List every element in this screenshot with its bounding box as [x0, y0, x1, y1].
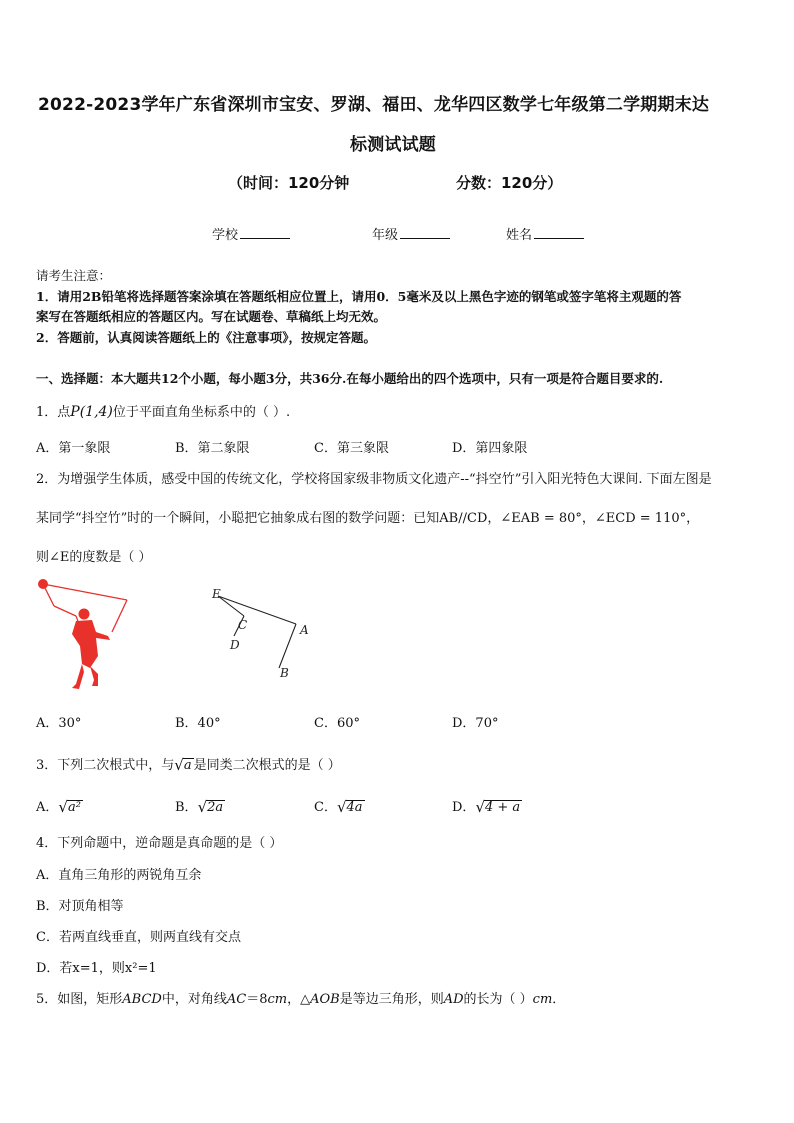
q3-prefix: 3．下列二次根式中，与 — [36, 758, 175, 773]
q5-seg: AD — [443, 992, 464, 1007]
label-A: A — [300, 623, 309, 637]
q5-text-d: ，△ — [287, 992, 311, 1007]
exam-time: （时间：120分钟 — [228, 174, 350, 192]
q1-prefix: 1．点 — [36, 405, 71, 420]
q4-option-a[interactable]: A．直角三角形的两锐角互余 — [36, 868, 202, 883]
exam-title-line1: 2022-2023学年广东省深圳市宝安、罗湖、福田、龙华四区数学七年级第二学期期末达 — [38, 95, 710, 115]
q1-option-c[interactable]: C．第三象限 — [314, 441, 389, 456]
section1-heading: 一、选择题：本大题共12个小题，每小题3分，共36分.在每小题给出的四个选项中，只有一项是符合题目要求的. — [36, 371, 664, 386]
label-D: D — [230, 638, 240, 652]
label-C: C — [238, 618, 248, 632]
line-AB — [279, 624, 296, 668]
line-EC — [218, 596, 244, 616]
notice-item1-line1: 1．请用2B铅笔将选择题答案涂填在答题纸相应位置上，请用0．5毫米及以上黑色字迹的钢笔或签字笔将主观题的答 — [36, 289, 682, 304]
q3-option-b[interactable] — [175, 796, 225, 816]
q2-option-d[interactable]: D．70° — [452, 716, 499, 731]
q1-point: P(1,4) — [70, 404, 113, 420]
q4-option-c[interactable]: C．若两直线垂直，则两直线有交点 — [36, 930, 241, 945]
label-B: B — [280, 666, 289, 680]
q2-stem-line2: 某同学“抖空竹”时的一个瞬间，小聪把它抽象成右图的数学问题：已知AB//CD，∠EAB = 80°，∠ECD = 110°， — [36, 511, 700, 526]
label-E: E — [212, 587, 221, 601]
q2-stem-line3: 则∠E的度数是（ ） — [36, 550, 152, 565]
q5-unit1: cm — [267, 992, 288, 1007]
q5-tri: AOB — [310, 992, 340, 1007]
q1-option-b[interactable]: B．第二象限 — [175, 441, 250, 456]
q3-option-d[interactable] — [452, 796, 522, 816]
q5-text-b: 中，对角线 — [161, 992, 227, 1007]
q3-option-b-letter: B． — [175, 800, 198, 815]
name-field — [506, 224, 584, 243]
name-label: 姓名 — [506, 228, 533, 243]
q5-diag: AC — [226, 992, 247, 1007]
q4-option-b[interactable]: B．对顶角相等 — [36, 899, 124, 914]
q3-option-a[interactable] — [36, 796, 83, 816]
school-blank[interactable] — [240, 226, 290, 239]
notice-heading: 请考生注意： — [36, 268, 112, 283]
q2-option-b[interactable]: B．40° — [175, 716, 221, 731]
q3-option-a-radicand: a² — [67, 800, 81, 815]
q3-option-c[interactable] — [314, 796, 365, 816]
q1-suffix: 位于平面直角坐标系中的（ ）. — [112, 405, 291, 420]
q1-option-a[interactable]: A．第一象限 — [36, 441, 111, 456]
q4-option-d[interactable]: D．若x=1，则x²=1 — [36, 961, 157, 976]
q5-text-f: 的长为（ ） — [463, 992, 533, 1007]
q3-suffix: 是同类二次根式的是（ ） — [193, 758, 341, 773]
school-label: 学校 — [212, 228, 239, 243]
name-blank[interactable] — [534, 226, 584, 239]
q5-text-e: 是等边三角形，则 — [339, 992, 444, 1007]
q3-option-b-radicand: 2a — [207, 800, 224, 815]
sqrt-icon: √ — [58, 798, 68, 816]
notice-item1-line2: 案写在答题纸相应的答题区内。写在试题卷、草稿纸上均无效。 — [36, 309, 387, 324]
q2-option-a[interactable]: A．30° — [36, 716, 82, 731]
grade-blank[interactable] — [400, 226, 450, 239]
q2-stem-line1: 2．为增强学生体质，感受中国的传统文化，学校将国家级非物质文化遗产--“抖空竹”引入阳光特色大课间. 下面左图是 — [36, 472, 712, 487]
q4-stem: 4．下列命题中，逆命题是真命题的是（ ） — [36, 836, 283, 851]
grade-field — [372, 224, 450, 243]
q3-radicand: a — [183, 758, 192, 773]
grade-label: 年级 — [372, 228, 399, 243]
exam-title-line2: 标测试试题 — [350, 135, 436, 155]
notice-item2: 2．答题前，认真阅读答题纸上的《注意事项》，按规定答题。 — [36, 330, 376, 345]
q1-option-d[interactable]: D．第四象限 — [452, 441, 528, 456]
q5-text-a: 5．如图，矩形 — [36, 992, 123, 1007]
q2-geometry-figure — [204, 582, 324, 682]
q2-option-c[interactable]: C．60° — [314, 716, 360, 731]
q5-stem — [36, 988, 565, 1007]
q3-option-a-letter: A． — [36, 800, 59, 815]
q3-stem — [36, 754, 341, 774]
q1-stem — [36, 401, 290, 420]
q3-option-d-radicand: 4 + a — [485, 800, 521, 815]
q5-unit2: cm — [532, 992, 553, 1007]
diabolo-player-figure — [32, 576, 132, 694]
sqrt-icon: √ — [336, 798, 347, 816]
q3-option-c-letter: C． — [314, 800, 337, 815]
school-field — [212, 224, 290, 243]
exam-score: 分数：120分） — [456, 174, 563, 192]
sqrt-icon: √ — [174, 756, 184, 774]
sqrt-icon: √ — [475, 798, 485, 816]
q5-text-c: ＝8 — [246, 992, 268, 1007]
q5-rect: ABCD — [122, 992, 162, 1007]
q3-option-d-letter: D． — [452, 800, 476, 815]
line-EA — [218, 596, 296, 624]
q3-option-c-radicand: 4a — [346, 800, 363, 815]
sqrt-icon: √ — [197, 798, 208, 816]
q5-text-g: ． — [552, 992, 566, 1007]
